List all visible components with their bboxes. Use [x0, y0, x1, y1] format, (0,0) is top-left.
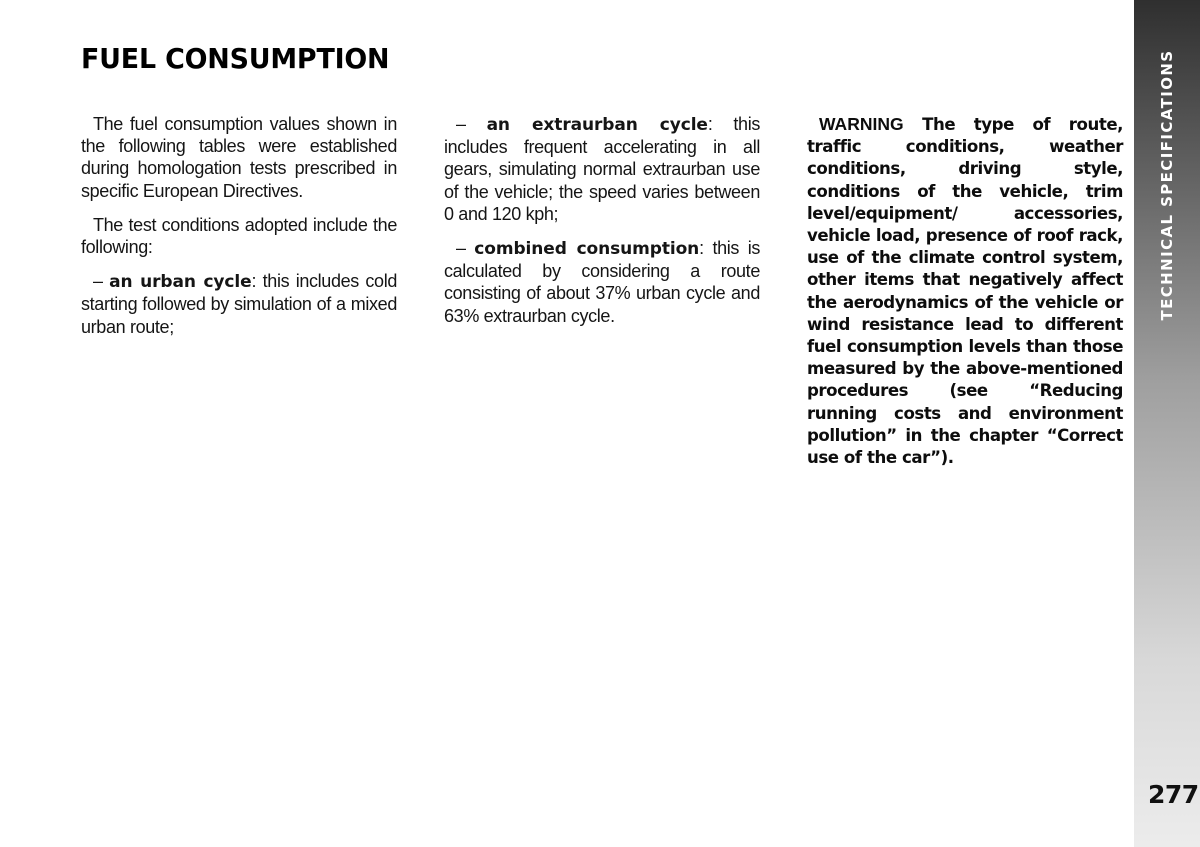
extraurban-cycle-term: an extraurban cycle — [486, 115, 708, 135]
urban-cycle-description: : this includes cold starting followed by simulation of a mixed urban route; — [81, 271, 398, 337]
warning-label: WARNING — [819, 114, 904, 134]
column-middle — [444, 113, 760, 339]
column-right — [807, 113, 1123, 481]
column-left — [81, 113, 397, 350]
urban-cycle-dash: – — [93, 271, 110, 292]
urban-cycle-paragraph — [81, 270, 397, 338]
extraurban-cycle-paragraph — [444, 113, 760, 225]
warning-paragraph — [807, 113, 1123, 469]
extraurban-cycle-description: : this includes frequent accelerating in all gears, simulating normal extraurban use of the vehicle; the speed varies between 0 and 120 kph; — [444, 114, 761, 224]
combined-consumption-dash: – — [456, 238, 475, 259]
section-label: TECHNICAL SPECIFICATIONS — [1158, 49, 1176, 321]
test-conditions-paragraph: The test conditions adopted include the following: — [81, 214, 397, 258]
urban-cycle-term: an urban cycle — [109, 272, 252, 293]
combined-consumption-description: : this is calculated by considering a route consisting of about 37% urban cycle and 63% extraurban cycle. — [444, 238, 760, 326]
extraurban-cycle-dash: – — [456, 114, 487, 134]
intro-paragraph: The fuel consumption values shown in the following tables were established during homologation tests prescribed in specific European Directives. — [81, 114, 397, 201]
combined-consumption-term: combined consumption — [474, 239, 700, 260]
page-number: 277 — [1148, 780, 1199, 809]
section-sidebar — [1134, 0, 1200, 847]
page-title: FUEL CONSUMPTION — [81, 42, 390, 75]
combined-consumption-paragraph — [444, 237, 760, 327]
warning-text: The type of route, traffic conditions, weather conditions, driving style, conditions of the vehicle, trim level/equipment/ accessories, vehicle load, presence of roof rack, use of the climate control system, other items that negatively affect the aerodynamics of the vehicle or wind resistance lead to different fuel consumption levels than those measured by the above-mentioned procedures (see “Reducing running costs and environment pollution” in the chapter “Correct use of the car”). — [807, 115, 1123, 468]
